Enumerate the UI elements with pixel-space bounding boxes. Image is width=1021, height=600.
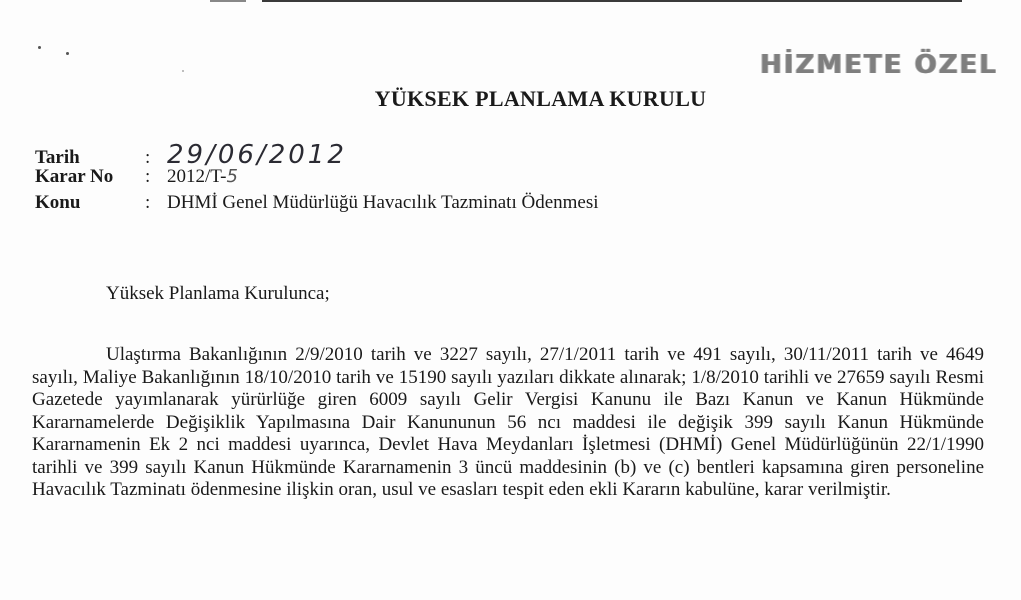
karar-no-handwritten-digit: 5 [226,166,238,187]
scan-speck [66,52,69,55]
tarih-value-handwritten: 29/06/2012 [167,140,347,170]
confidential-stamp: HİZMETE ÖZEL [760,50,998,80]
karar-no-prefix: 2012/T- [167,166,227,187]
top-rule [262,0,962,2]
karar-no-value [167,166,238,188]
scan-speck [182,70,184,72]
document-title: YÜKSEK PLANLAMA KURULU [374,86,707,111]
colon: : [145,192,151,213]
konu-value: DHMİ Genel Müdürlüğü Havacılık Tazminatı Ödenmesi [167,192,599,213]
metadata-block [35,140,599,218]
konu-label: Konu [35,192,81,213]
top-rule-fragment [210,0,246,2]
scan-speck [38,46,41,49]
colon: : [145,147,151,168]
karar-no-label: Karar No [35,166,114,187]
decision-paragraph: Ulaştırma Bakanlığının 2/9/2010 tarih ve 3227 sayılı, 27/1/2011 tarih ve 491 sayılı, 30/11/2011 tarih ve 4649 sayılı, Maliye Bakanlığının 18/10/2010 tarih ve 15190 sayılı yazıları dikkate alınarak; 1/8/2010 tarihli ve 27659 sayılı Resmi Gazetede yayımlanarak yürürlüğe giren 6009 sayılı Gelir Vergisi Kanunu ile Bazı Kanun ve Kanun Hükmünde Kararnamelerde Değişiklik Yapılmasına Dair Kanununun 56 ncı maddesi ile değişik 399 sayılı Kanun Hükmünde Kararnamenin Ek 2 nci maddesi uyarınca, Devlet Hava Meydanları İşletmesi (DHMİ) Genel Müdürlüğünün 22/1/1990 tarihli ve 399 sayılı Kanun Hükmünde Kararnamenin 3 üncü maddesinin (b) ve (c) bentleri kapsamına giren personeline Havacılık Tazminatı ödenmesine ilişkin oran, usul ve esasları tespit eden ekli Kararın kabulüne, karar verilmiştir. [32,344,984,500]
meta-row-konu [35,192,599,218]
meta-row-tarih [35,140,599,170]
tarih-label: Tarih [35,147,80,168]
greeting-line: Yüksek Planlama Kurulunca; [106,283,330,304]
colon: : [145,166,151,187]
